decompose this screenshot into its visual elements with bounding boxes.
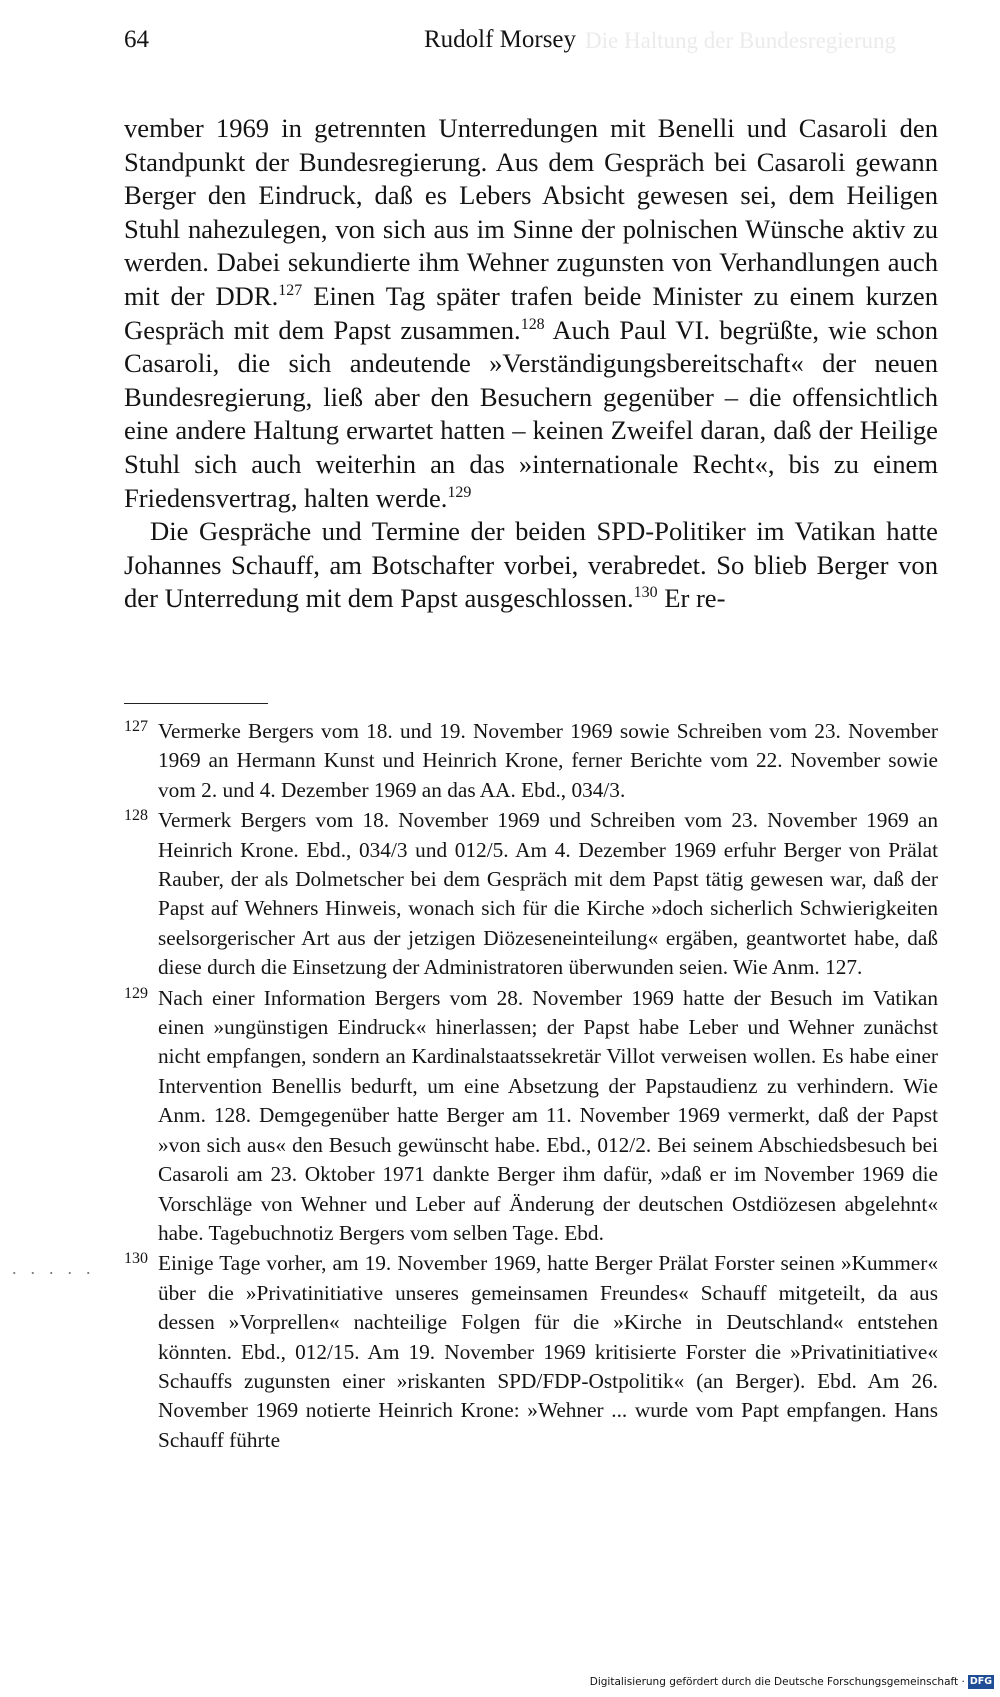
text-run: Einen Tag später trafen beide Minister zu einem kurzen Gespräch mit dem Papst zusammen. xyxy=(124,280,939,345)
footnote-reference: 130 xyxy=(633,584,658,602)
footnote-reference: 129 xyxy=(447,483,472,501)
footnote xyxy=(124,717,938,805)
body-paragraph xyxy=(124,515,938,616)
footnote-text: Nach einer Information Bergers vom 28. November 1969 hatte der Besuch im Vatikan einen »ungünstigen Eindruck« hinerlassen; der Papst habe Leber und Wehner zunächst nicht empfangen, sondern an Kardinalstaatssekretär Villot verweisen wollen. Es habe einer Intervention Benellis bedurft, um eine Absetzung der Papstaudienz zu verhindern. Wie Anm. 128. Demgegenüber hatte Berger am 11. November 1969 vermerkt, daß der Papst »von sich aus« den Besuch gewünscht habe. Ebd., 012/2. Bei seinem Abschiedsbesuch bei Casaroli am 23. Oktober 1971 dankte Berger ihm dafür, »daß er im November 1969 die Vorschläge von Wehner und Leber auf Änderung der deutschen Ostdiözesen abgelehnt« habe. Tagebuchnotiz Bergers vom selben Tage. Ebd. xyxy=(158,985,938,1245)
footnote-text: Vermerk Bergers vom 18. November 1969 und Schreiben vom 23. November 1969 an Heinrich Krone. Ebd., 034/3 und 012/5. Am 4. Dezember 1969 erfuhr Berger von Prälat Rauber, der als Dolmetscher bei dem Gespräch mit dem Papst tätig gewesen war, daß der Papst auf Wehners Hinweis, wonach sich für die Kirche »doch sicherlich Schwierigkeiten seelsorgerischer Art aus der jetzigen Diözeseneinteilung« ergäben, geantwortet habe, daß diese durch die Einsetzung der Administratoren überwunden seien. Wie Anm. 127. xyxy=(158,808,938,980)
digitization-credit xyxy=(590,1674,994,1690)
footnote-text: Vermerke Bergers vom 18. und 19. November 1969 sowie Schreiben vom 23. November 1969 an Hermann Kunst und Heinrich Krone, ferner Berichte vom 22. November sowie vom 2. und 4. Dezember 1969 an das AA. Ebd., 034/3. xyxy=(158,719,938,802)
text-run: Er re- xyxy=(657,583,726,614)
footnote-reference: 127 xyxy=(278,282,303,300)
text-run: Die Gespräche und Termine der beiden SPD-Politiker im Vatikan hatte Johannes Schauff, am Botschafter vorbei, verabredet. So blieb Berger von der Unterredung mit dem Papst ausgeschlossen. xyxy=(124,516,938,614)
main-text xyxy=(124,112,938,616)
footnote xyxy=(124,984,938,1249)
footnote-number: 128 xyxy=(124,807,148,825)
scan-artifact-dots: ..... xyxy=(12,1258,105,1278)
body-paragraph xyxy=(124,112,938,515)
footnotes xyxy=(124,717,938,1455)
footnote-text: Einige Tage vorher, am 19. November 1969, hatte Berger Prälat Forster seinen »Kummer« über die »Privatinitiative unseres gemeinsamen Freundes« Schauff mitgeteilt, da aus dessen »Vorprellen« nachteilige Folgen für die »Kirche in Deutschland« entstehen könnten. Ebd., 012/15. Am 19. November 1969 kritisierte Forster die »Privatinitiative« Schauffs zugunsten einer »riskanten SPD/FDP-Ostpolitik« (an Berger). Ebd. Am 26. November 1969 notierte Heinrich Krone: »Wehner ... wurde vom Papt empfangen. Hans Schauff führte xyxy=(158,1251,938,1452)
footnote-reference: 128 xyxy=(520,315,545,333)
footnote-number: 127 xyxy=(124,718,148,735)
footnote xyxy=(124,1249,938,1455)
page-number: 64 xyxy=(124,26,149,53)
text-run: vember 1969 in getrennten Unterredungen mit Benelli und Casaroli den Standpunkt der Bundesregierung. Aus dem Gespräch bei Casaroli gewann Berger den Eindruck, daß es Lebers Absicht gewesen sei, dem Heiligen Stuhl nahezulegen, von sich aus im Sinne der polnischen Wünsche aktiv zu werden. Dabei sekundierte ihm Wehner zugunsten von Verhandlungen auch mit der DDR. xyxy=(124,113,938,311)
dfg-logo: DFG xyxy=(969,1676,992,1687)
show-through-text: Die Haltung der Bundesregierung xyxy=(585,28,897,53)
credit-text: Digitalisierung gefördert durch die Deutsche Forschungsgemeinschaft · xyxy=(589,1676,965,1688)
footnote-number: 129 xyxy=(124,984,148,1002)
text-run: Auch Paul VI. begrüßte, wie schon Casaroli, die sich andeutende »Verständigungsbereitschaft« der neuen Bundesregierung, ließ aber den Besuchern gegenüber – die offensichtlich eine andere Haltung erwartet hatten – keinen Zweifel daran, daß der Heilige Stuhl sich auch weiterhin an das »internationale Recht«, bis zu einem Friedensvertrag, halten werde. xyxy=(124,314,938,513)
running-head: Rudolf Morsey xyxy=(423,26,577,53)
page-header xyxy=(0,26,1000,66)
footnote-number: 130 xyxy=(124,1250,148,1268)
footnote-rule xyxy=(124,703,268,704)
footnote xyxy=(124,806,938,982)
